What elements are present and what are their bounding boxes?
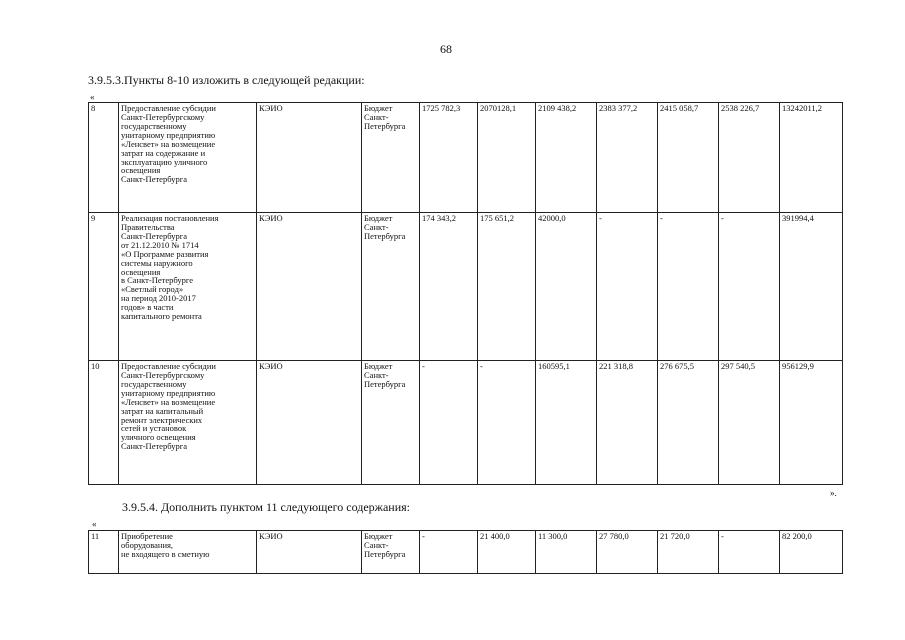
row-value-1: 1725 782,3 [420,103,478,213]
row-value-2: - [478,361,536,485]
row-description: Реализация постановления Правительства Санкт-Петербурга от 21.12.2010 № 1714 «О Программе развития системы наружного освещения в Санкт-Петербурге «Светлый город» на период 2010-2017 годов» в части капитального ремонта [119,213,257,361]
row-number: 8 [89,103,119,213]
row-number: 10 [89,361,119,485]
open-quote: « [92,519,97,529]
row-value-6: - [719,213,780,361]
row-total: 956129,9 [780,361,843,485]
row-value-5: - [658,213,719,361]
row-description: Приобретение оборудования, не входящего в сметную [119,531,257,574]
row-value-4: 2383 377,2 [597,103,658,213]
table-row [89,103,843,213]
row-funding-source: Бюджет Санкт- Петербурга [362,213,420,361]
row-value-6: 2538 226,7 [719,103,780,213]
row-value-4: 27 780,0 [597,531,658,574]
row-value-3: 42000,0 [536,213,597,361]
row-value-2: 175 651,2 [478,213,536,361]
section-heading-3-9-5-3: 3.9.5.3.Пункты 8-10 изложить в следующей редакции: [88,73,365,87]
row-value-3: 160595,1 [536,361,597,485]
row-funding-source: Бюджет Санкт- Петербурга [362,103,420,213]
row-value-6: 297 540,5 [719,361,780,485]
row-value-5: 2415 058,7 [658,103,719,213]
row-funding-source: Бюджет Санкт- Петербурга [362,361,420,485]
row-funding-source: Бюджет Санкт- Петербурга [362,531,420,574]
row-value-6: - [719,531,780,574]
row-value-3: 2109 438,2 [536,103,597,213]
row-number: 11 [89,531,119,574]
open-quote: « [90,92,95,102]
program-table [88,102,843,485]
row-executor: КЭИО [257,213,362,361]
row-value-4: 221 318,8 [597,361,658,485]
row-executor: КЭИО [257,361,362,485]
page-number: 68 [440,42,452,56]
row-number: 9 [89,213,119,361]
row-value-1: - [420,531,478,574]
row-executor: КЭИО [257,103,362,213]
row-executor: КЭИО [257,531,362,574]
row-value-1: - [420,361,478,485]
row-value-5: 276 675,5 [658,361,719,485]
row-description: Предоставление субсидии Санкт-Петербургскому государственному унитарному предприятию «Ленсвет» на возмещение затрат на капитальный ремонт электрических сетей и установок уличного освещения Санкт-Петербурга [119,361,257,485]
section-heading-3-9-5-4: 3.9.5.4. Дополнить пунктом 11 следующего содержания: [122,500,410,514]
row-total: 391994,4 [780,213,843,361]
row-total: 82 200,0 [780,531,843,574]
row-value-4: - [597,213,658,361]
table-row [89,361,843,485]
row-value-2: 2070128,1 [478,103,536,213]
row-value-5: 21 720,0 [658,531,719,574]
row-description: Предоставление субсидии Санкт-Петербургскому государственному унитарному предприятию «Ленсвет» на возмещение затрат на содержание и эксплуатацию уличного освещения Санкт-Петербурга [119,103,257,213]
row-value-2: 21 400,0 [478,531,536,574]
table-row [89,213,843,361]
row-total: 13242011,2 [780,103,843,213]
close-quote: ». [830,488,837,498]
row-value-1: 174 343,2 [420,213,478,361]
row-value-3: 11 300,0 [536,531,597,574]
table-row [89,531,843,574]
addition-table [88,530,843,574]
